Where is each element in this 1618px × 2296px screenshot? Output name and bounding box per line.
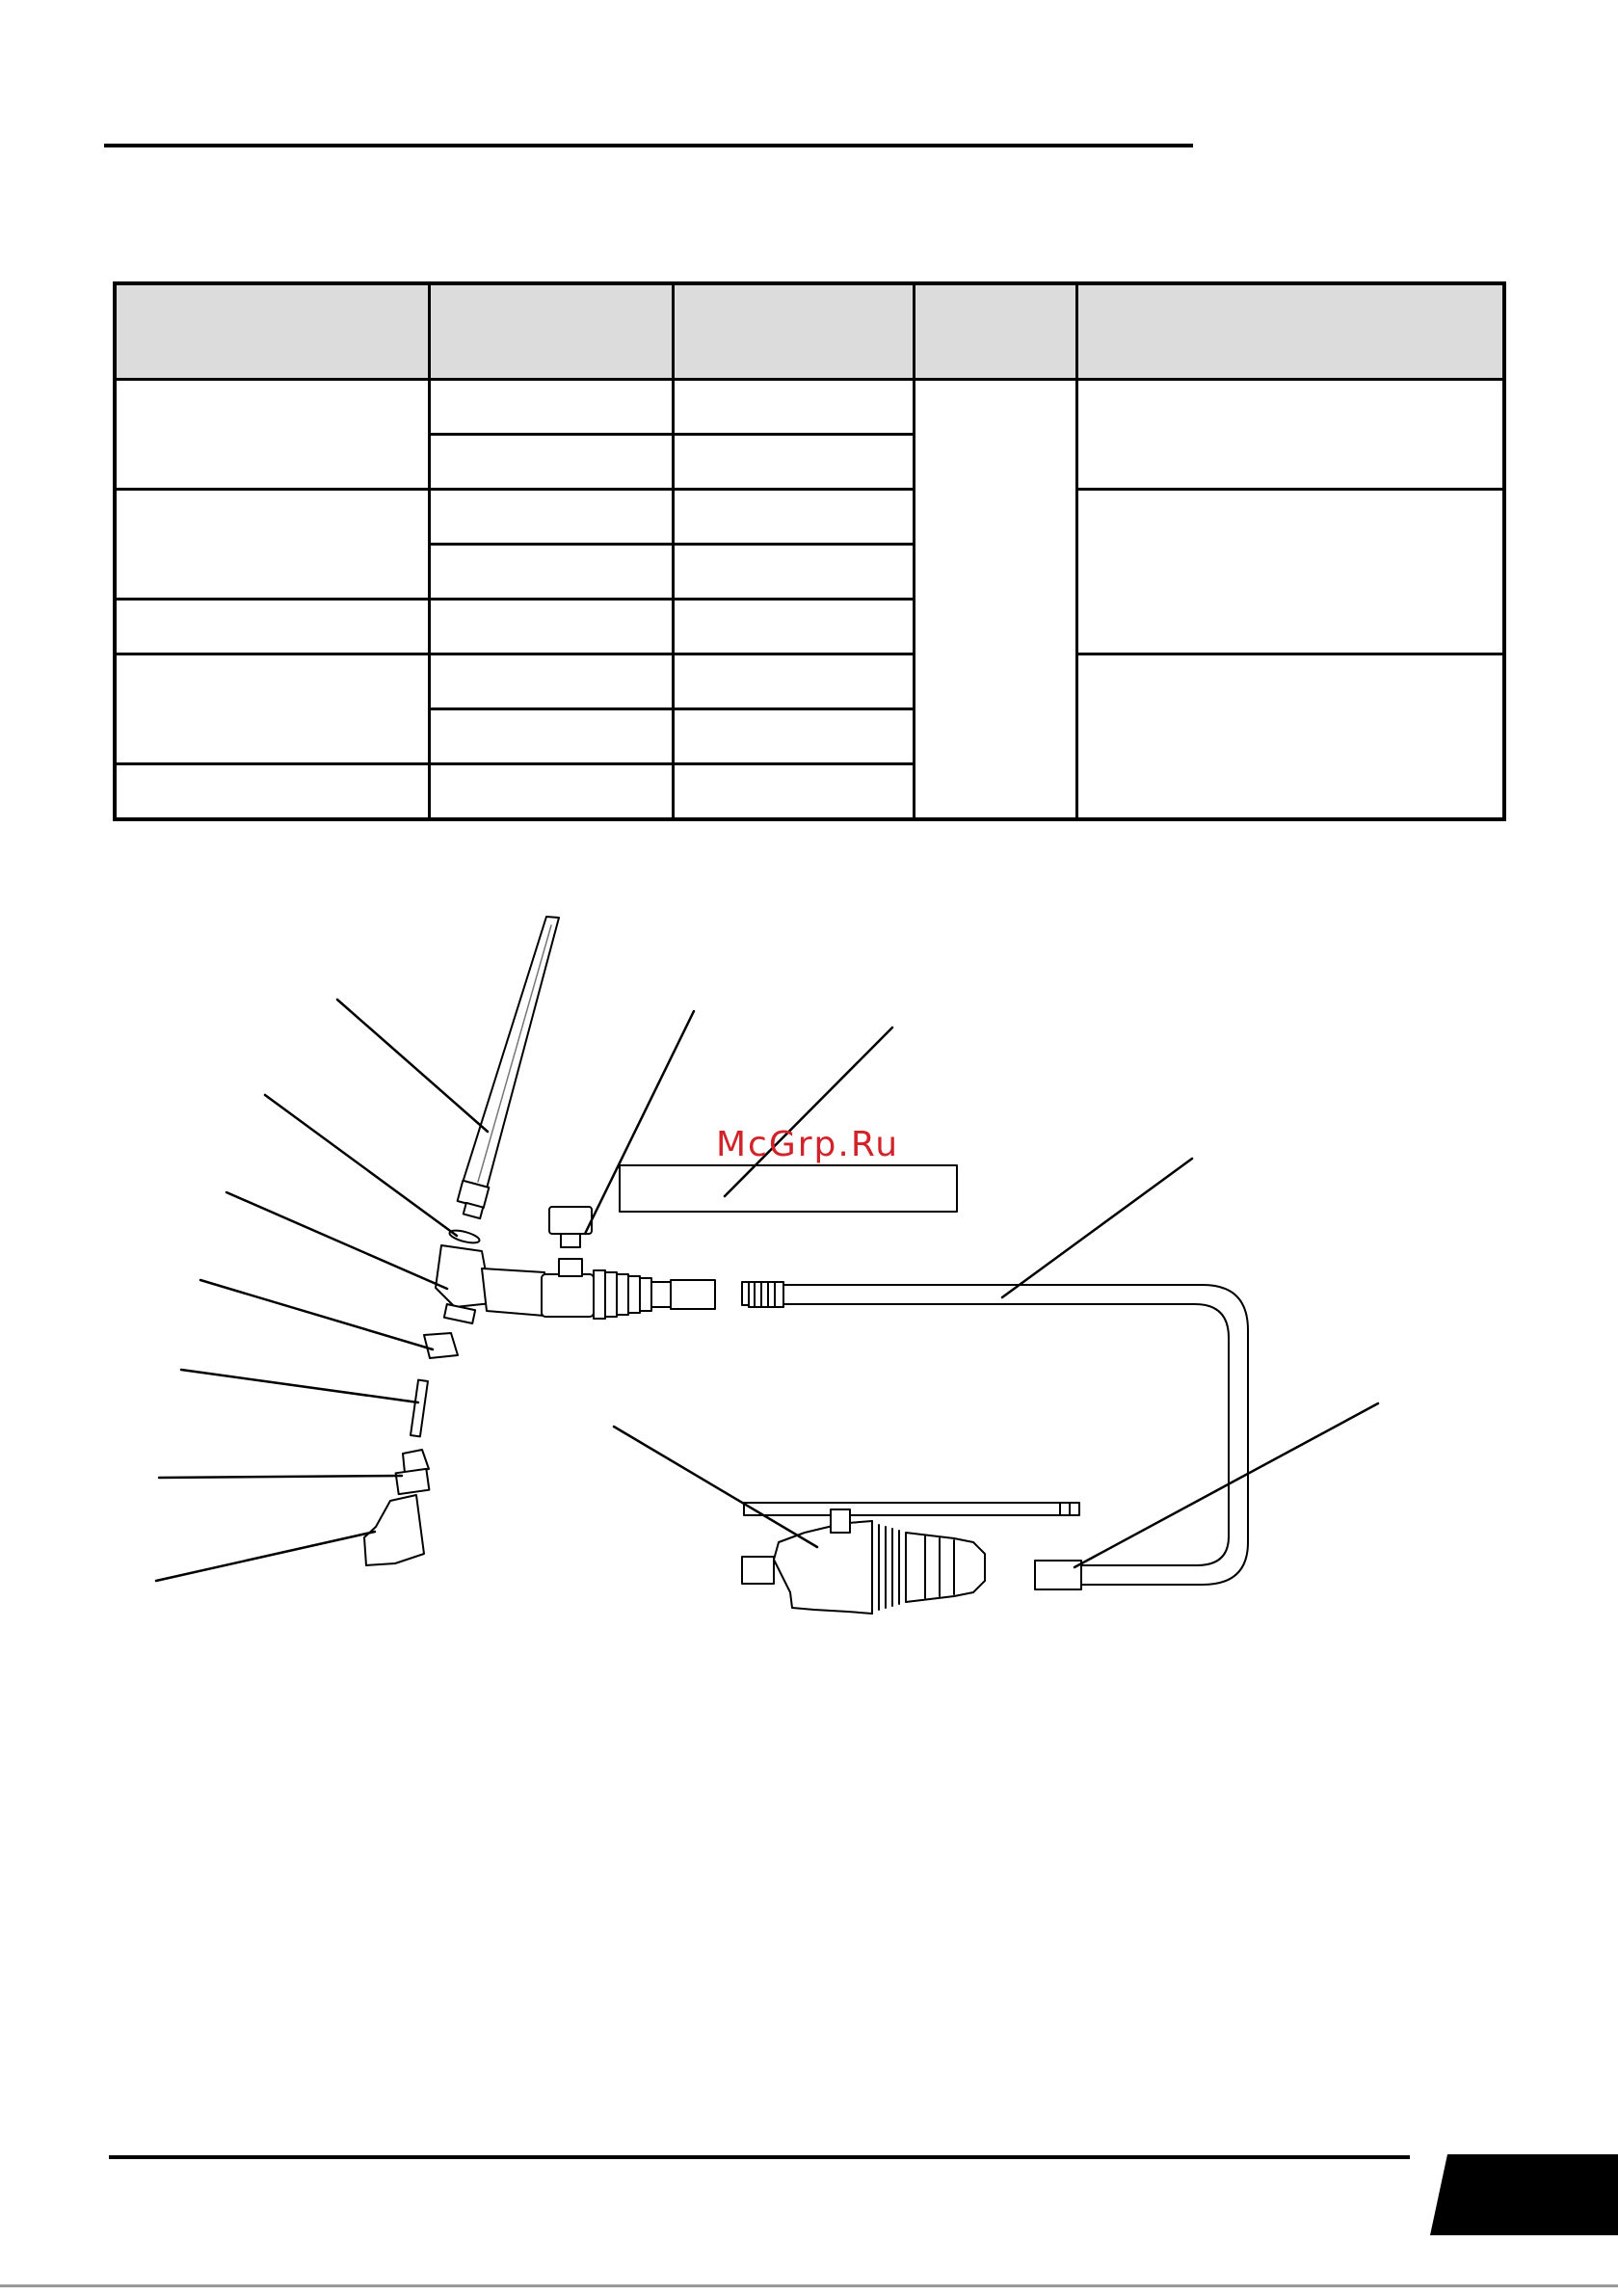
table-cell xyxy=(1076,490,1504,654)
table-cell xyxy=(673,600,914,654)
table-cell xyxy=(673,380,914,435)
collet-body-part xyxy=(396,1450,430,1494)
callout-line-o-ring xyxy=(265,1095,457,1236)
table-cell xyxy=(429,764,673,820)
collet-part xyxy=(411,1380,428,1437)
table-cell xyxy=(673,435,914,490)
parts-table xyxy=(113,281,1506,821)
callout-line-back-cap xyxy=(337,1000,488,1132)
table-cell xyxy=(429,545,673,600)
table-cell xyxy=(673,764,914,820)
table-cell xyxy=(1076,654,1504,820)
table-row xyxy=(115,380,1504,435)
o-ring-part xyxy=(448,1228,480,1245)
callout-line-short-back-cap xyxy=(200,1280,433,1349)
table-cell xyxy=(429,380,673,435)
callout-line-collet xyxy=(181,1370,418,1402)
table-header-cell xyxy=(1076,283,1504,380)
back-cap-part xyxy=(458,917,559,1218)
spare-part-box xyxy=(620,1165,957,1212)
torch-head-part xyxy=(436,1245,544,1323)
table-cell xyxy=(429,600,673,654)
table-cell xyxy=(673,654,914,709)
table-cell xyxy=(429,654,673,709)
bottom-divider-line xyxy=(109,2155,1410,2159)
table-row xyxy=(115,490,1504,545)
scan-edge-line xyxy=(0,2284,1618,2287)
callout-line-nozzle xyxy=(156,1532,375,1581)
table-cell xyxy=(115,600,429,654)
table-cell xyxy=(914,380,1076,820)
table-header-cell xyxy=(115,283,429,380)
tig-torch-exploded-diagram xyxy=(0,896,1618,1648)
callout-line-cable-end xyxy=(1074,1403,1378,1567)
table-cell xyxy=(429,709,673,764)
cable-end-connector-part xyxy=(1035,1561,1081,1589)
top-divider-line xyxy=(104,144,1193,147)
table-cell xyxy=(115,764,429,820)
table-cell xyxy=(673,490,914,545)
short-back-cap-part xyxy=(424,1333,458,1358)
callout-line-plug xyxy=(614,1427,817,1547)
table-cell xyxy=(115,654,429,764)
table-header-cell xyxy=(914,283,1076,380)
control-plug-connector-part xyxy=(742,1503,1079,1614)
table-row xyxy=(115,654,1504,709)
table-header-row xyxy=(115,283,1504,380)
watermark-text: McGrp.Ru xyxy=(716,1125,900,1164)
table-cell xyxy=(115,380,429,490)
gas-valve-knob-part xyxy=(549,1207,592,1247)
table-header-cell xyxy=(673,283,914,380)
table-header-cell xyxy=(429,283,673,380)
callout-line-collet-body xyxy=(159,1476,402,1478)
callout-line-cable xyxy=(1002,1159,1192,1297)
table-cell xyxy=(673,709,914,764)
table-cell xyxy=(115,490,429,600)
callout-line-torch-head xyxy=(226,1192,447,1289)
ceramic-nozzle-part xyxy=(364,1495,424,1565)
table-cell xyxy=(429,435,673,490)
table-cell xyxy=(429,490,673,545)
torch-handle-part xyxy=(542,1259,715,1319)
table-cell xyxy=(673,545,914,600)
table-cell xyxy=(1076,380,1504,490)
page-number-tab xyxy=(1430,2147,1618,2235)
